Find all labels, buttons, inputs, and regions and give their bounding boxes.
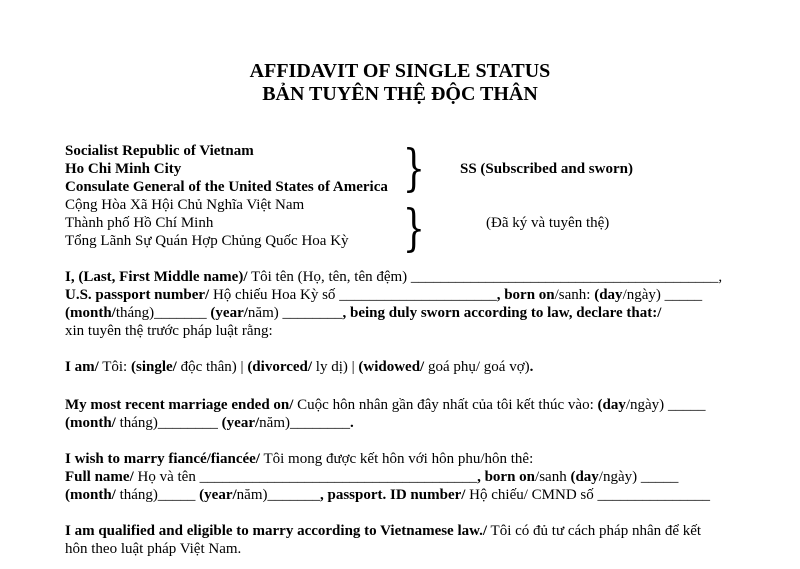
header-country-en: Socialist Republic of Vietnam	[65, 143, 254, 159]
oath-line-date	[65, 305, 661, 322]
widowed-vi: goá phụ/ goá vợ)	[424, 359, 530, 375]
year-blank: ________	[282, 305, 343, 321]
name-comma: ,	[718, 269, 723, 285]
year-vi: năm)	[247, 305, 283, 321]
oath-line-vi: xin tuyên thệ trước pháp luật rằng:	[65, 323, 273, 339]
header-city-vi: Thành phố Hồ Chí Minh	[65, 215, 214, 231]
marriage-month-vi: tháng)	[115, 415, 158, 431]
title-vi: BẢN TUYÊN THỆ ĐỘC THÂN	[262, 83, 538, 105]
marriage-line-1	[65, 397, 705, 414]
fiance-line-3	[65, 487, 710, 504]
fiance-line-2	[65, 469, 678, 486]
divorced-option: (divorced/	[247, 359, 313, 375]
i-am-vi: Tôi:	[98, 359, 131, 375]
widowed-option: (widowed/	[358, 359, 425, 375]
fiance-born-vi: /sanh	[535, 469, 571, 485]
header-city-en: Ho Chi Minh City	[65, 161, 182, 177]
marriage-month-blank: ________	[157, 415, 218, 431]
passport-blank: _____________________	[339, 287, 497, 303]
fiance-month-blank: _____	[157, 487, 196, 503]
day-label: (day	[594, 287, 623, 303]
marriage-year-vi: năm)	[259, 415, 290, 431]
header-consulate-vi: Tổng Lãnh Sự Quán Hợp Chủng Quốc Hoa Kỳ	[65, 233, 349, 249]
month-blank: _______	[154, 305, 207, 321]
full-name-blank: _____________________________________	[199, 469, 478, 485]
marriage-year-label: (year/	[217, 415, 260, 431]
year-label: (year/	[206, 305, 248, 321]
passport-id-blank: _______________	[597, 487, 710, 503]
ss-en: SS (Subscribed and sworn)	[460, 161, 633, 177]
marriage-day-label: (day	[597, 397, 626, 413]
marriage-period: .	[349, 415, 354, 431]
header-consulate-en: Consulate General of the United States of America	[65, 179, 388, 195]
marriage-day-vi: /ngày)	[625, 397, 668, 413]
day-vi: /ngày)	[622, 287, 665, 303]
name-blank: _________________________________________	[410, 269, 719, 285]
divorced-vi: ly dị) |	[312, 359, 359, 375]
marriage-day-blank: _____	[667, 397, 706, 413]
marriage-line-2	[65, 415, 354, 432]
fiance-label-en: I wish to marry fiancé/fiancée/	[65, 451, 260, 467]
passport-id-label: , passport. ID number/	[319, 487, 466, 503]
fiance-day-label: (day	[570, 469, 599, 485]
fiance-month-label: (month/	[65, 487, 116, 503]
marriage-month-label: (month/	[65, 415, 116, 431]
single-vi: độc thân) |	[176, 359, 248, 375]
marriage-label-en: My most recent marriage ended on/	[65, 397, 294, 413]
fiance-year-vi: năm)	[236, 487, 268, 503]
single-option: (single/	[130, 359, 177, 375]
ss-vi: (Đã ký và tuyên thệ)	[486, 215, 610, 231]
marriage-label-vi: Cuộc hôn nhân gần đây nhất của tôi kết thúc vào:	[293, 397, 598, 413]
fiance-day-vi: /ngày)	[598, 469, 641, 485]
qualified-label-en: I am qualified and eligible to marry according to Vietnamese law./	[65, 523, 488, 539]
status-period: .	[529, 359, 534, 375]
fiance-year-label: (year/	[195, 487, 237, 503]
oath-line-passport	[65, 287, 702, 304]
passport-label-vi: Hộ chiếu Hoa Kỳ số	[209, 287, 340, 303]
title-en: AFFIDAVIT OF SINGLE STATUS	[249, 60, 551, 82]
marriage-year-blank: ________	[289, 415, 350, 431]
oath-name-label-vi: Tôi tên (Họ, tên, tên đệm)	[247, 269, 411, 285]
born-on-label: , born on	[496, 287, 555, 303]
header-country-vi: Cộng Hòa Xã Hội Chủ Nghĩa Việt Nam	[65, 197, 305, 213]
fiance-line-1	[65, 451, 533, 468]
brace-vi: }	[402, 199, 426, 257]
passport-label-en: U.S. passport number/	[65, 287, 210, 303]
month-vi: tháng)	[115, 305, 155, 321]
brace-en: }	[402, 139, 426, 197]
full-name-label: Full name/	[65, 469, 134, 485]
month-label: (month/	[65, 305, 116, 321]
full-name-vi: Họ và tên	[133, 469, 200, 485]
qualified-line-2: hôn theo luật pháp Việt Nam.	[65, 541, 242, 557]
status-line	[65, 359, 533, 376]
fiance-day-blank: _____	[640, 469, 679, 485]
fiance-label-vi: Tôi mong được kết hôn với hôn phu/hôn thê:	[259, 451, 534, 467]
oath-name-label-en: I, (Last, First Middle name)/	[65, 269, 248, 285]
fiance-year-blank: _______	[267, 487, 320, 503]
fiance-born-label: , born on	[477, 469, 536, 485]
sworn-declare: , being duly sworn according to law, declare that:/	[342, 305, 662, 321]
passport-id-vi: Hộ chiếu/ CMND số	[465, 487, 598, 503]
fiance-month-vi: tháng)	[115, 487, 158, 503]
born-on-vi: /sanh:	[554, 287, 595, 303]
qualified-line-1	[65, 523, 701, 540]
day-blank: _____	[664, 287, 703, 303]
qualified-label-vi: Tôi có đủ tư cách pháp nhân để kết	[487, 523, 702, 539]
oath-line-name	[65, 269, 722, 286]
i-am-label: I am/	[65, 359, 99, 375]
